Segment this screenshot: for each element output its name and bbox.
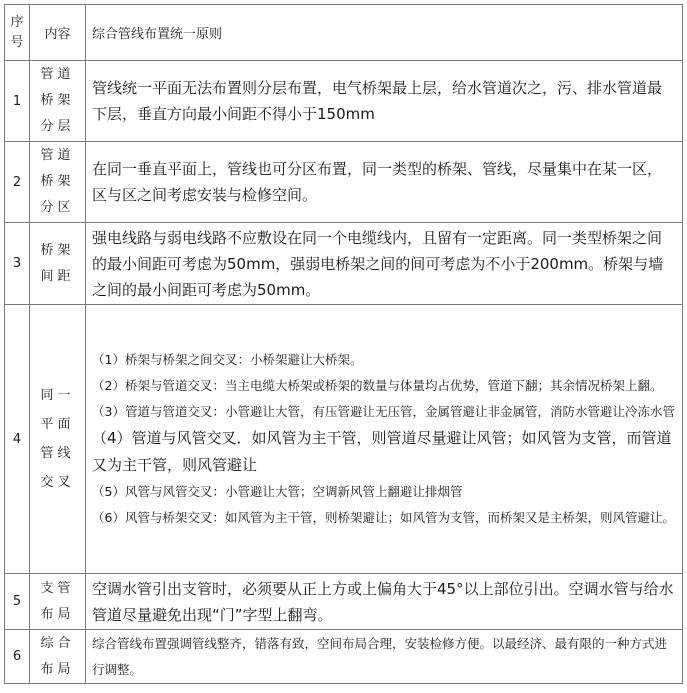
list-item: （2）桥架与管道交叉：当主电缆大桥架或桥架的数量与体量均占优势，管道下翻；其余情况桥架上翻。 (92, 378, 663, 393)
row-name: 桥架 间距 (30, 223, 86, 305)
row-no: 2 (5, 142, 30, 223)
row-name: 支管 布局 (30, 574, 86, 630)
header-content: 内容 (30, 5, 86, 61)
row-no: 5 (5, 574, 30, 630)
table-row (5, 223, 683, 305)
row-no: 3 (5, 223, 30, 305)
row-name: 管道 桥架 分区 (30, 142, 86, 223)
header-no: 序号 (5, 5, 30, 61)
list-item: （1）桥架与桥架之间交叉：小桥架避让大桥架。 (92, 352, 363, 367)
table-row (5, 61, 683, 142)
row-no: 1 (5, 61, 30, 142)
row-name: 同一 平面 管线 交叉 (30, 305, 86, 574)
row-name: 管道 桥架 分层 (30, 61, 86, 142)
header-row (5, 5, 683, 61)
row-text: 综合管线布置强调管线整齐，错落有致，空间布局合理，安装检修方便。以最经济、最有限的一种方式进行调整。 (86, 630, 683, 684)
table-row (5, 630, 683, 684)
row-name: 综合 布局 (30, 630, 86, 684)
list-item: （5）风管与风管交叉：小管避让大管；空调新风管上翻避让排烟管 (92, 484, 463, 499)
row-items (86, 305, 683, 574)
row-text: 强电线路与弱电线路不应敷设在同一个电缆线内，且留有一定距离。同一类型桥架之间的最小间距可考虑为50mm，强弱电桥架之间的间可考虑为不小于200mm。桥架与墙之间的最小间距可考虑为50mm。 (86, 223, 683, 305)
table-row (5, 142, 683, 223)
pipeline-principles-table (4, 4, 683, 684)
row-text: 管线统一平面无法布置则分层布置，电气桥架最上层，给水管道次之，污、排水管道最下层，垂直方向最小间距不得小于150mm (86, 61, 683, 142)
header-principle: 综合管线布置统一原则 (86, 5, 683, 61)
list-item: （4）管道与风管交叉．如风管为主干管，则管道尽量避让风管；如风管为支管，而管道又为主干管，则风管避让 (92, 429, 672, 474)
row-no: 6 (5, 630, 30, 684)
row-text: 空调水管引出支管时，必须要从正上方或上偏角大于45°以上部位引出。空调水管与给水管道尽量避免出现“门”字型上翻弯。 (86, 574, 683, 630)
row-no: 4 (5, 305, 30, 574)
table-row (5, 305, 683, 574)
table-row (5, 574, 683, 630)
list-item: （3）管道与管道交叉：小管避让大管，有压管避让无压管，金属管避让非金属管，消防水管避让冷冻水管 (92, 404, 675, 419)
list-item: （6）风管与桥架交叉：如风管为主干管，则桥架避让；如风管为支管，而桥架又是主桥架，则风管避让。 (92, 510, 675, 525)
row-text: 在同一垂直平面上，管线也可分区布置，同一类型的桥架、管线，尽量集中在某一区，区与区之间考虑安装与检修空间。 (86, 142, 683, 223)
